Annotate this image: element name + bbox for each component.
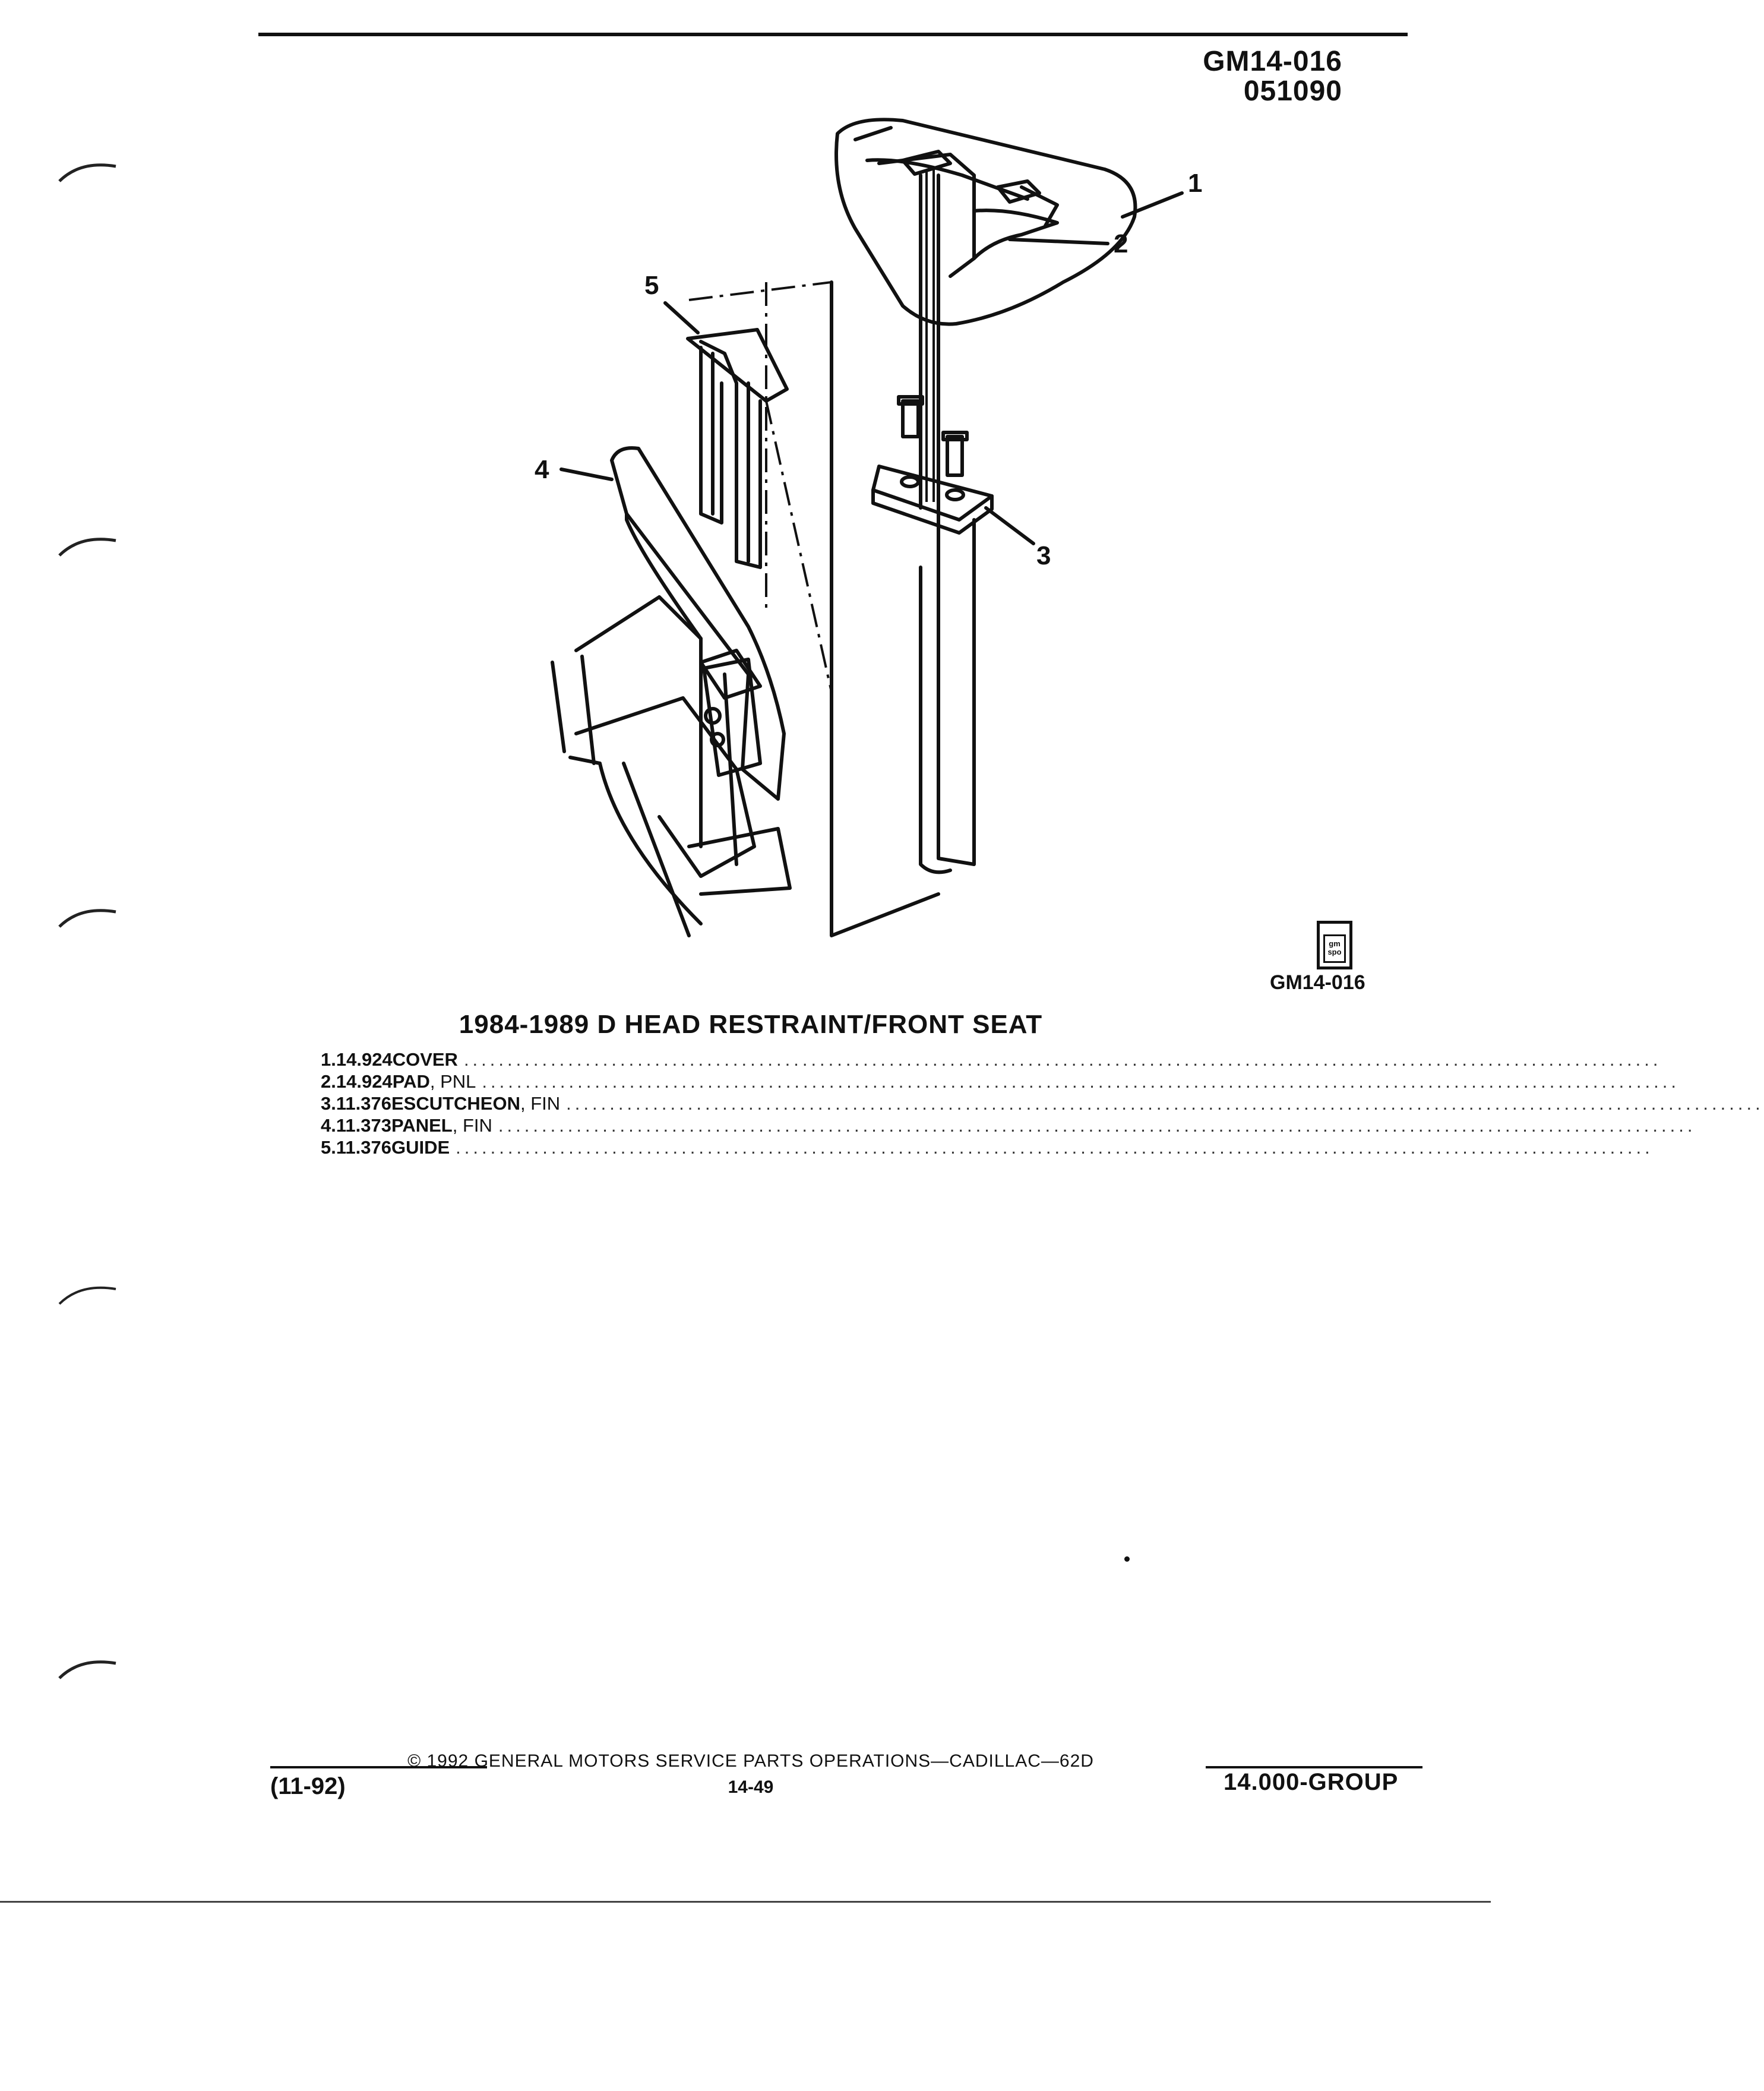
part-code: 14.924 [336,1049,393,1070]
list-item [321,1071,1680,1093]
footer-revision: (11-92) [270,1773,346,1799]
gm-spo-logo [1317,921,1352,969]
part-name: COVER [392,1049,458,1070]
part-desc: , PNL [429,1071,476,1092]
part-index: 3. [321,1093,336,1114]
part-index: 4. [321,1115,336,1136]
list-item [321,1093,1764,1115]
part-code: 11.373 [336,1115,391,1136]
logo-caption: GM14-016 [1270,971,1365,994]
leader-1 [1123,193,1182,217]
callout-3: 3 [1036,541,1051,570]
leader-4 [561,469,612,479]
page-title: 1984-1989 D HEAD RESTRAINT/FRONT SEAT [459,1010,1043,1039]
seat-back-frame [552,597,790,936]
top-rule [258,33,1408,36]
leader-3 [986,508,1033,544]
list-item [321,1137,1654,1159]
part-name: ESCUTCHEON [391,1093,520,1114]
part-name: GUIDE [391,1137,450,1158]
part-code: 11.376 [336,1137,391,1158]
margin-mark [56,529,122,564]
dot-leader: .......................................................................................................................................... [498,1115,1696,1136]
scan-speck [1124,1556,1130,1562]
part-code: 11.376 [336,1093,391,1114]
leader-2 [1010,239,1108,244]
part-desc: , FIN [452,1115,492,1136]
part-index: 2. [321,1071,336,1092]
part-name: PAD [392,1071,430,1092]
list-item [321,1115,1696,1137]
callout-2: 2 [1114,229,1128,258]
footer-group: 14.000-GROUP [1224,1769,1399,1795]
margin-mark [56,154,122,190]
part-name: PANEL [391,1115,453,1136]
parts-diagram [523,104,1235,959]
footer-copyright: © 1992 GENERAL MOTORS SERVICE PARTS OPERATIONS—CADILLAC—62D [407,1751,1094,1771]
list-item [321,1049,1662,1071]
logo-bottom-text: spo [1327,947,1342,956]
callout-4: 4 [535,455,549,484]
dot-leader: .......................................................................................................................................... [566,1093,1764,1114]
part-code: 14.924 [336,1071,393,1092]
bottom-rule [0,1901,1491,1903]
leader-5 [665,303,698,333]
parts-list [321,1049,1764,1159]
doc-code: GM14-016 [1203,46,1342,77]
guide [688,330,787,567]
dot-leader: .......................................................................................................................................... [463,1049,1662,1070]
dot-leader: .......................................................................................................................................... [482,1071,1680,1092]
callout-5: 5 [644,271,659,300]
margin-mark [56,1651,122,1687]
dot-leader: .......................................................................................................................................... [456,1137,1654,1158]
footer-page-number: 14-49 [728,1777,774,1797]
head-restraint-cover [836,119,1135,324]
part-desc: , FIN [520,1093,561,1114]
part-index: 1. [321,1049,336,1070]
margin-mark [56,1277,122,1313]
logo-top-text: gm [1329,939,1341,948]
doc-date: 051090 [1243,75,1342,107]
part-index: 5. [321,1137,336,1158]
margin-mark [56,900,122,936]
callout-1: 1 [1188,169,1203,198]
